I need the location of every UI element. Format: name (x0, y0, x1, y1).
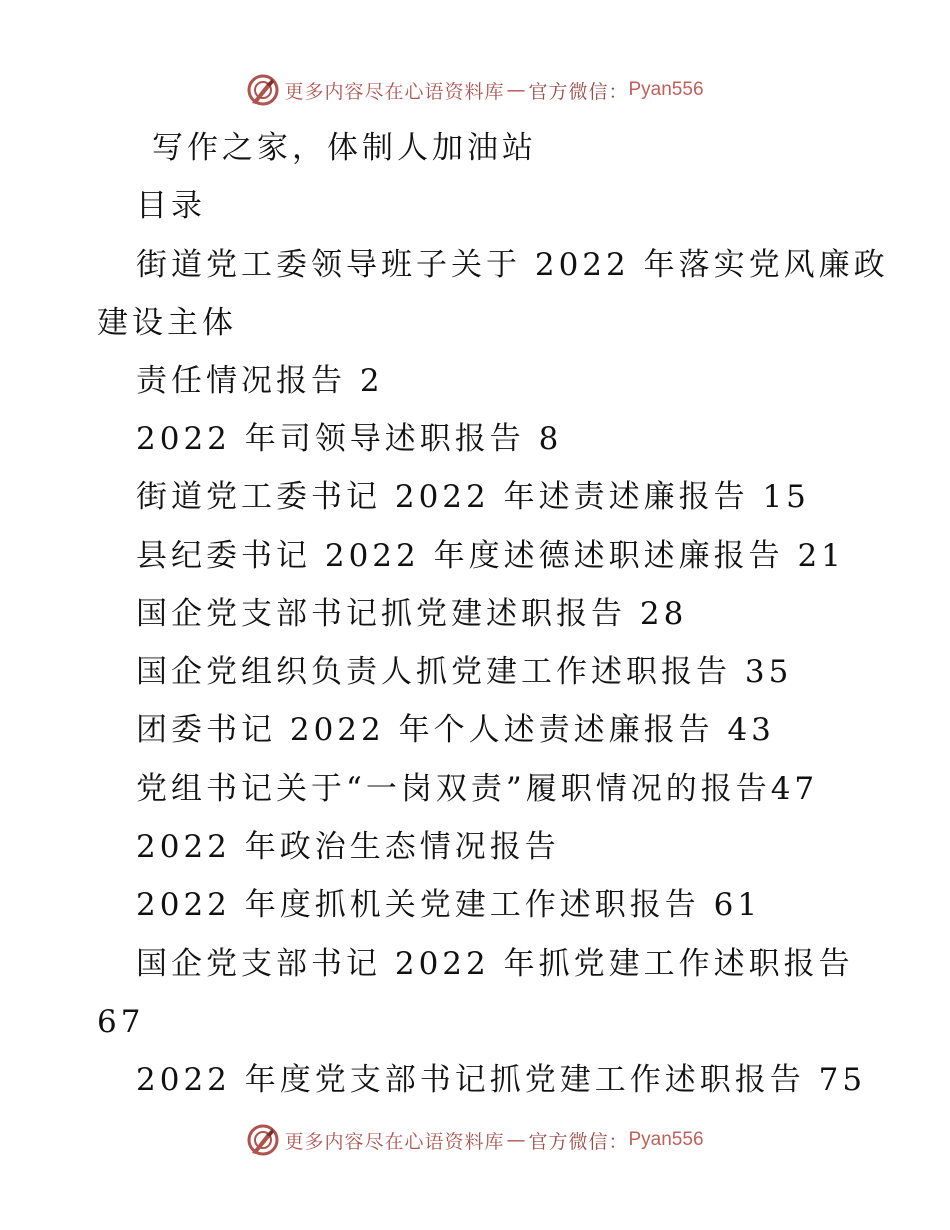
toc-line: 党组书记关于“一岗双责”履职情况的报告47 (136, 771, 819, 807)
toc-line: 团委书记 2022 年个人述责述廉报告 43 (136, 712, 775, 748)
toc-line: 2022 年度抓机关党建工作述职报告 61 (136, 887, 762, 923)
toc-line: 国企党支部书记 2022 年抓党建工作述职报告 (136, 946, 854, 982)
toc-line: 县纪委书记 2022 年度述德述职述廉报告 21 (136, 538, 845, 574)
toc-line: 责任情况报告 2 (136, 363, 384, 399)
toc-line: 2022 年度党支部书记抓党建工作述职报告 75 (136, 1062, 867, 1098)
watermark-site-text: 更多内容尽在心语资料库 (284, 80, 505, 103)
toc-line: 街道党工委书记 2022 年述责述廉报告 15 (136, 479, 810, 515)
watermark-separator: — (506, 1129, 527, 1151)
toc-line: 街道党工委领导班子关于 2022 年落实党风廉政 (136, 247, 889, 283)
toc-line: 国企党支部书记抓党建述职报告 28 (136, 596, 688, 632)
toc-line: 67 (97, 1004, 145, 1040)
toc-line: 2022 年政治生态情况报告 (136, 829, 560, 865)
toc-title: 目录 (136, 188, 206, 224)
watermark-official-label: 官方微信： (528, 1130, 629, 1153)
toc-line: 建设主体 (97, 305, 237, 341)
watermark-header (0, 70, 950, 110)
watermark-footer (0, 1120, 950, 1160)
watermark-wechat-id: Pyan556 (628, 79, 704, 100)
watermark-wechat-id: Pyan556 (628, 1129, 704, 1150)
pen-logo-icon (246, 1123, 280, 1157)
watermark-site-text: 更多内容尽在心语资料库 (284, 1130, 505, 1153)
pen-logo-icon (246, 73, 280, 107)
toc-line: 2022 年司领导述职报告 8 (136, 421, 563, 457)
header-line: 写作之家，体制人加油站 (152, 130, 537, 166)
watermark-separator: — (506, 79, 527, 101)
watermark-official-label: 官方微信： (528, 80, 629, 103)
toc-line: 国企党组织负责人抓党建工作述职报告 35 (136, 654, 793, 690)
